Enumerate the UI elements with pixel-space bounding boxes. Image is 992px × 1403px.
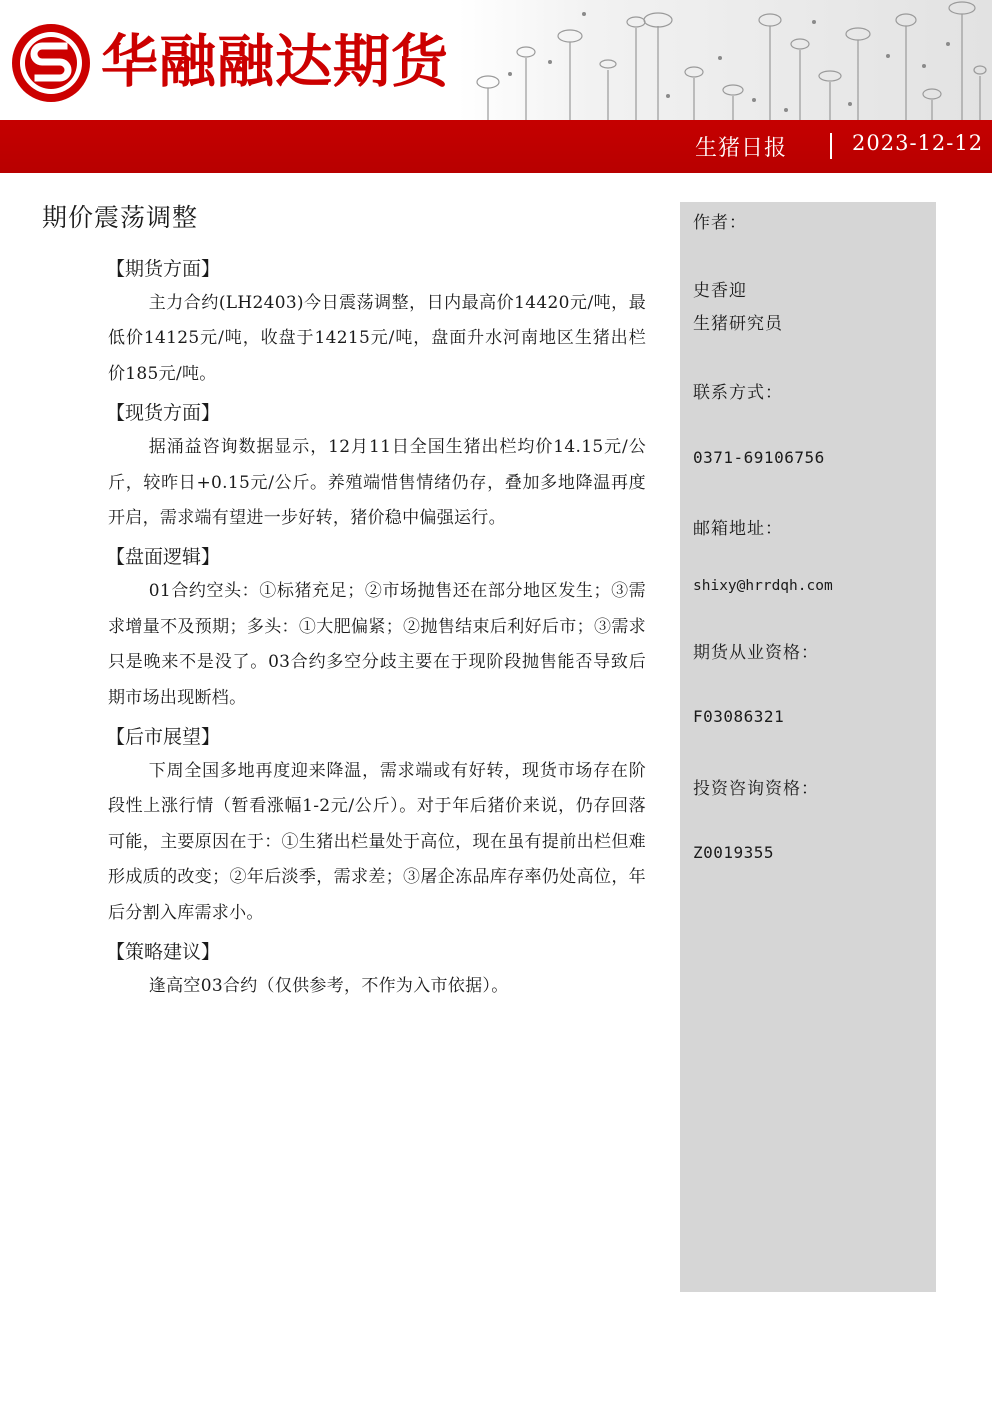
decorative-pattern (458, 0, 992, 120)
report-header (0, 0, 992, 120)
section-paragraph: 01合约空头：①标猪充足；②市场抛售还在部分地区发生；③需求增量不及预期；多头：①大肥偏紧；②抛售结束后利好后市；③需求只是晚来不是没了。03合约多空分歧主要在于现阶段抛售能否导致后期市场出现断档。 (108, 581, 646, 708)
report-type: 生猪日报 (695, 136, 788, 161)
section-paragraph: 主力合约(LH2403)今日震荡调整，日内最高价14420元/吨，最低价14125元/吨，收盘于14215元/吨，盘面升水河南地区生猪出栏价185元/吨。 (108, 293, 646, 384)
report-date: 2023-12-12 (852, 131, 984, 155)
header-divider (830, 133, 832, 159)
email-link[interactable]: shixy@hrrdqh.com (693, 578, 833, 594)
contact-label: 联系方式： (693, 383, 783, 403)
author-role: 生猪研究员 (693, 314, 783, 334)
section-heading-strategy: 【策略建议】 (106, 941, 221, 964)
company-logo-icon (10, 22, 92, 104)
futures-qualification-label: 期货从业资格： (693, 643, 819, 663)
email-label: 邮箱地址： (693, 519, 783, 539)
author-name: 史香迎 (693, 281, 747, 301)
section-heading-outlook: 【后市展望】 (106, 726, 221, 749)
author-sidebar (680, 202, 936, 1292)
brand-name: 华融融达期货 (101, 29, 449, 95)
section-paragraph: 据涌益咨询数据显示，12月11日全国生猪出栏均价14.15元/公斤，较昨日+0.15元/公斤。养殖端惜售情绪仍存，叠加多地降温再度开启，需求端有望进一步好转，猪价稳中偏强运行。 (108, 437, 646, 529)
section-paragraph: 下周全国多地再度迎来降温，需求端或有好转，现货市场存在阶段性上涨行情（暂看涨幅1-2元/公斤）。对于年后猪价来说，仍存回落可能，主要原因在于：①生猪出栏量处于高位，现在虽有提前出栏但难形成质的改变；②年后淡季，需求差；③屠企冻品库存率仍处高位，年后分割入库需求小。 (108, 761, 646, 923)
futures-qualification-number: F03086321 (693, 707, 785, 726)
investment-qualification-number: Z0019355 (693, 843, 775, 862)
section-heading-logic: 【盘面逻辑】 (106, 546, 221, 569)
report-body (108, 252, 646, 1009)
section-heading-futures: 【期货方面】 (106, 258, 221, 280)
page-title: 期价震荡调整 (42, 203, 199, 232)
author-label: 作者： (693, 213, 747, 233)
contact-phone: 0371-69106756 (693, 448, 825, 467)
investment-qualification-label: 投资咨询资格： (693, 779, 819, 799)
section-heading-spot: 【现货方面】 (106, 402, 221, 425)
section-paragraph: 逢高空03合约（仅供参考，不作为入市依据）。 (148, 976, 509, 997)
header-band (0, 120, 992, 173)
